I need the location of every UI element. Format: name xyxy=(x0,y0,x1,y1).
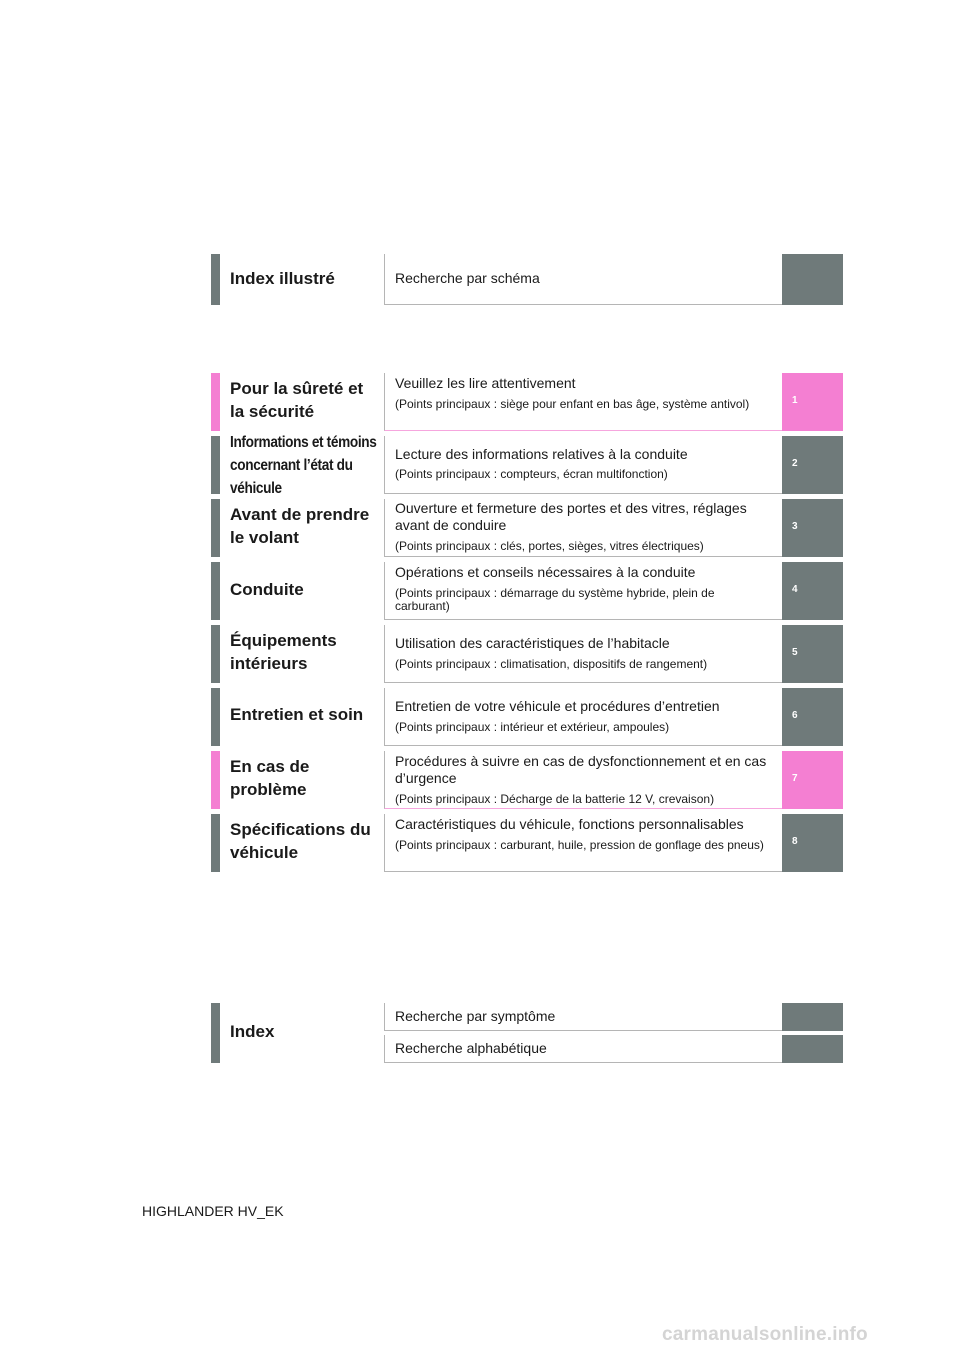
chapter-box xyxy=(384,751,782,809)
chapter-box xyxy=(384,688,782,746)
chapter-tab-6[interactable] xyxy=(782,688,843,746)
chapter-title: Conduite xyxy=(230,580,304,599)
section-bar xyxy=(211,1003,220,1063)
chapter-tab-3[interactable] xyxy=(782,499,843,557)
chapter-row-4[interactable] xyxy=(211,562,843,620)
chapter-sub-text: (Points principaux : clés, portes, sièges, vitres électriques) xyxy=(395,539,704,553)
chapter-title: Pour la sûreté et la sécurité xyxy=(230,379,364,421)
chapter-tab-4[interactable] xyxy=(782,562,843,620)
section-bar xyxy=(211,373,220,431)
chapter-row-1[interactable] xyxy=(211,373,843,431)
chapter-row-6[interactable] xyxy=(211,688,843,746)
chapter-tab-5[interactable] xyxy=(782,625,843,683)
chapter-tab-number: 7 xyxy=(792,773,798,784)
chapter-sub-text: (Points principaux : carburant, huile, pression de gonflage des pneus) xyxy=(395,838,764,852)
section-bar xyxy=(211,751,220,809)
chapter-main-text: Lecture des informations relatives à la conduite xyxy=(395,446,688,462)
chapter-tab-1[interactable] xyxy=(782,373,843,431)
index-illustre-tab[interactable] xyxy=(782,254,843,305)
section-bar xyxy=(211,562,220,620)
index-item-alphabetic[interactable] xyxy=(384,1035,782,1063)
chapter-box xyxy=(384,436,782,494)
chapter-sub-text: (Points principaux : intérieur et extérieur, ampoules) xyxy=(395,720,670,734)
chapter-row-5[interactable] xyxy=(211,625,843,683)
section-bar xyxy=(211,436,220,494)
section-bar xyxy=(211,254,220,305)
chapter-title: Spécifications du véhicule xyxy=(230,820,371,862)
chapter-tab-number: 5 xyxy=(792,647,798,658)
chapter-tab-number: 1 xyxy=(792,395,798,406)
chapter-box xyxy=(384,499,782,557)
model-code: HIGHLANDER HV_EK xyxy=(142,1203,284,1219)
index-item-symptom[interactable] xyxy=(384,1003,782,1031)
chapter-tab-number: 4 xyxy=(792,584,798,595)
chapter-tab-number: 8 xyxy=(792,836,798,847)
chapter-main-text: Opérations et conseils nécessaires à la conduite xyxy=(395,564,696,580)
chapter-main-text: Veuillez les lire attentivement xyxy=(395,375,576,391)
index-illustre-title: Index illustré xyxy=(230,269,335,288)
chapter-tab-2[interactable] xyxy=(782,436,843,494)
chapter-row-7[interactable] xyxy=(211,751,843,809)
index-illustre-description: Recherche par schéma xyxy=(395,270,540,286)
chapter-title: Équipements intérieurs xyxy=(230,631,337,673)
chapter-tab-7[interactable] xyxy=(782,751,843,809)
index-illustre-row[interactable] xyxy=(211,254,843,305)
chapter-tab-number: 6 xyxy=(792,710,798,721)
chapter-box xyxy=(384,625,782,683)
chapter-title: Informations et témoins concernant l’état du véhicule xyxy=(230,434,377,497)
index-tab-alphabetic[interactable] xyxy=(782,1035,843,1063)
chapter-tab-8[interactable] xyxy=(782,814,843,872)
index-row xyxy=(211,1003,843,1063)
chapter-tab-number: 2 xyxy=(792,458,798,469)
section-bar xyxy=(211,499,220,557)
index-item-label: Recherche alphabétique xyxy=(395,1040,547,1056)
chapter-sub-text: (Points principaux : climatisation, dispositifs de rangement) xyxy=(395,657,708,671)
chapter-tab-number: 3 xyxy=(792,521,798,532)
chapter-row-8[interactable] xyxy=(211,814,843,872)
section-bar xyxy=(211,625,220,683)
chapter-main-text: Utilisation des caractéristiques de l’habitacle xyxy=(395,635,670,651)
chapter-box xyxy=(384,562,782,620)
chapter-box xyxy=(384,814,782,872)
chapter-main-text: Caractéristiques du véhicule, fonctions personnalisables xyxy=(395,816,744,832)
chapter-row-2[interactable] xyxy=(211,434,843,497)
index-title: Index xyxy=(230,1022,275,1041)
chapter-box xyxy=(384,373,782,431)
chapter-title: Avant de prendre le volant xyxy=(230,505,370,547)
chapter-main-text: Ouverture et fermeture des portes et des vitres, réglages avant de conduire xyxy=(395,500,747,533)
chapter-main-text: Procédures à suivre en cas de dysfonctionnement et en cas d’urgence xyxy=(395,753,767,786)
index-tab-symptom[interactable] xyxy=(782,1003,843,1031)
chapter-title: En cas de problème xyxy=(230,757,310,799)
section-bar xyxy=(211,814,220,872)
chapter-sub-text: (Points principaux : démarrage du système hybride, plein de carburant) xyxy=(395,586,715,613)
chapter-main-text: Entretien de votre véhicule et procédures d’entretien xyxy=(395,698,720,714)
chapter-sub-text: (Points principaux : compteurs, écran multifonction) xyxy=(395,467,668,481)
index-item-label: Recherche par symptôme xyxy=(395,1008,556,1024)
chapter-row-3[interactable] xyxy=(211,499,843,557)
chapter-sub-text: (Points principaux : Décharge de la batterie 12 V, crevaison) xyxy=(395,792,715,806)
watermark: carmanualsonline.info xyxy=(662,1324,868,1345)
chapter-title: Entretien et soin xyxy=(230,705,364,724)
chapter-sub-text: (Points principaux : siège pour enfant en bas âge, système antivol) xyxy=(395,397,750,411)
index-illustre-box xyxy=(384,254,782,305)
section-bar xyxy=(211,688,220,746)
